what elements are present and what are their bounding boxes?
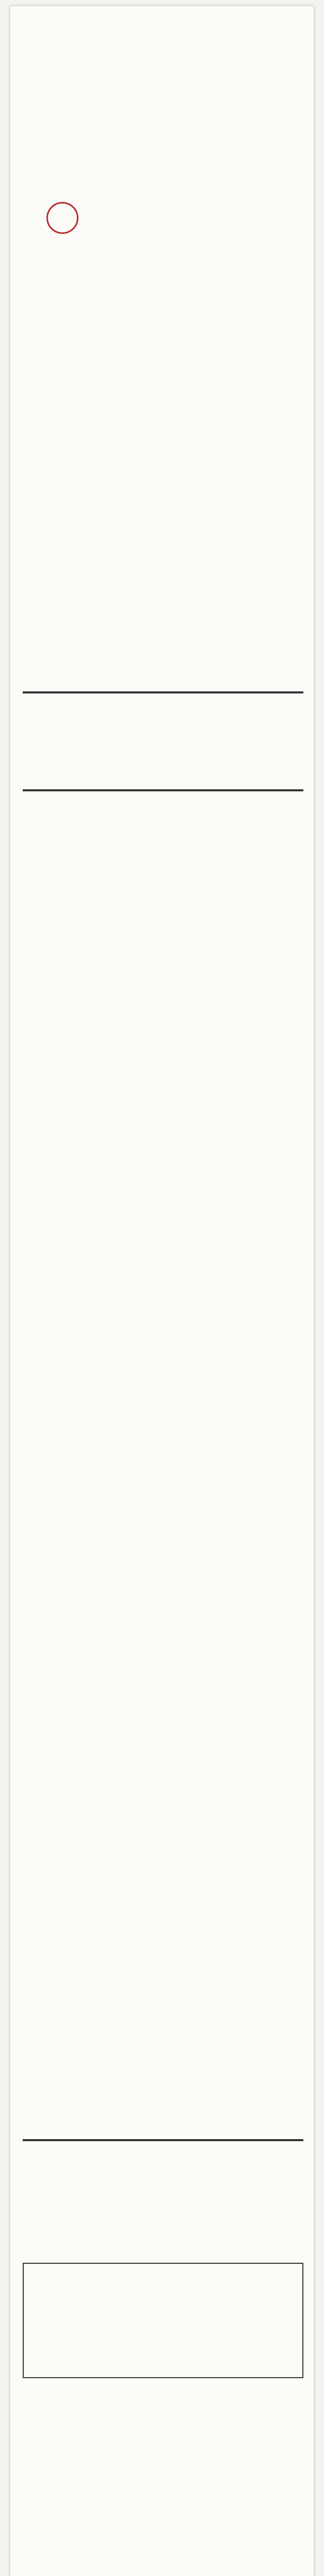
receipt: [10, 6, 314, 2576]
cne-logo-icon: [46, 202, 78, 234]
votantes-table: [23, 691, 303, 693]
summary-table: [23, 2139, 303, 2141]
candidates-table: [23, 789, 303, 791]
observations-box: [23, 2263, 303, 2378]
